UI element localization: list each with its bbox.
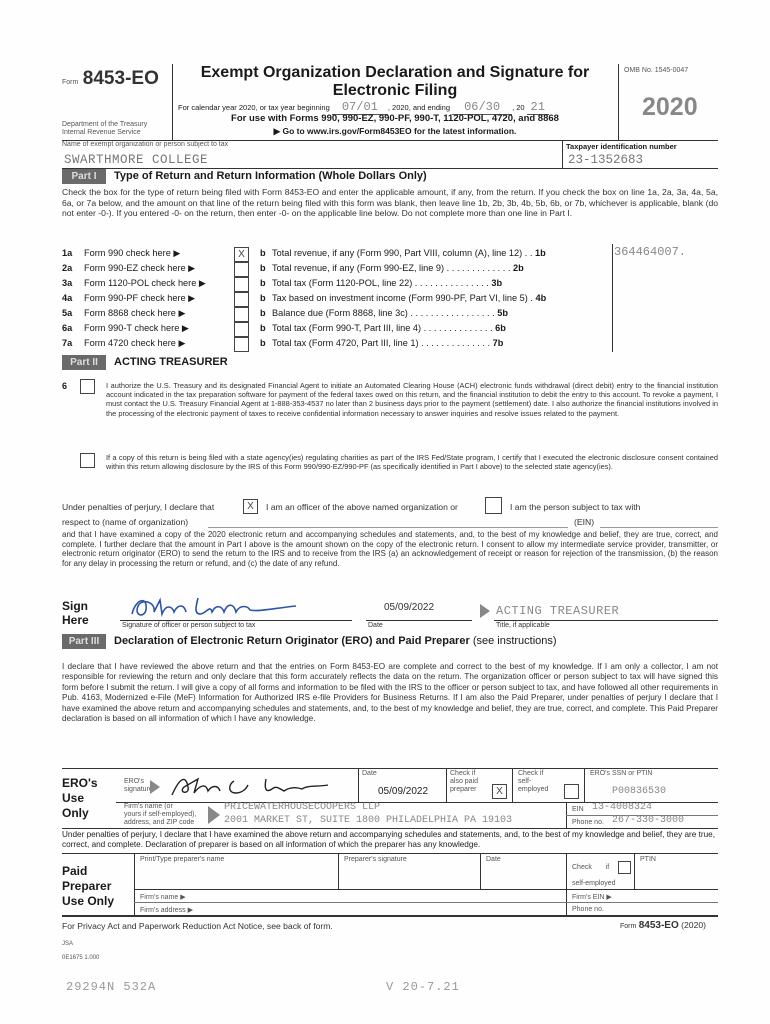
calendar-text-c: , 20: [512, 103, 525, 112]
state-consent-text: If a copy of this return is being filed with a state agency(ies) regulating charities as part of the IRS Fed/State program, I certify that I executed the electronic disclosure consent contained within this return allowing disclosure by the IRS of this Form 990/990-EZ/990-PF (as specifically identified in Part I above) to the selected state agency(ies).: [106, 453, 718, 472]
preparer-sig-label: Preparer's signature: [344, 856, 407, 863]
line-label: Form 990-PF check here ▶: [84, 293, 196, 303]
line-1b-value[interactable]: 364464007.: [614, 245, 687, 259]
ero-sig-label-2: signature: [124, 786, 153, 793]
line-bnum: 2b: [513, 263, 524, 273]
check-self-1: Check if: [518, 770, 544, 777]
dept-treasury: Department of the Treasury: [62, 121, 148, 128]
line-desc: Total tax (Form 4720, Part III, line 1) . . . . . . . . . . . . . .: [272, 338, 491, 348]
preparer-firm-ein-label: Firm's EIN ▶: [572, 894, 612, 901]
line-3b: [260, 278, 502, 288]
line-bnum: 4b: [535, 293, 547, 303]
line-2a-checkbox[interactable]: [234, 262, 249, 277]
line-5: [62, 308, 186, 319]
line-6a-checkbox[interactable]: [234, 322, 249, 337]
penalties-text-a: Under penalties of perjury, I declare that: [62, 502, 215, 512]
goto-link[interactable]: ▶ Go to www.irs.gov/Form8453EO for the latest information.: [273, 126, 517, 136]
line-6-num: 6: [62, 381, 68, 391]
line-b: b: [260, 293, 266, 303]
part2-title: ACTING TREASURER: [114, 356, 228, 368]
check-prep-2: also paid: [450, 778, 479, 785]
tax-year-end[interactable]: 06/30: [452, 100, 512, 115]
footer-form-number: 8453-EO: [638, 920, 679, 931]
dept-irs: Internal Revenue Service: [62, 129, 141, 136]
penalties-text-c: I am the person subject to tax with: [510, 502, 641, 512]
part1-title: Type of Return and Return Information (Whole Dollars Only): [114, 170, 427, 182]
line-num: 1a: [62, 248, 73, 258]
ero-arrow-icon: [150, 780, 160, 794]
org-name-input-line[interactable]: [208, 527, 568, 528]
line-5b: [260, 308, 508, 318]
tin-label: Taxpayer identification number: [566, 142, 677, 151]
state-consent-checkbox[interactable]: [80, 453, 95, 468]
line-6b: [260, 323, 506, 333]
signature-scribble-icon: [126, 592, 306, 622]
part2-tag: Part II: [62, 355, 106, 370]
tax-year-badge: 2020: [642, 93, 698, 121]
footer-stamp-right: V 20-7.21: [386, 980, 460, 994]
privacy-notice: For Privacy Act and Paperwork Reduction Act Notice, see back of form.: [62, 921, 333, 931]
ero-ein-label: EIN: [572, 806, 584, 813]
ero-sig-label: [124, 778, 153, 794]
line-4a-checkbox[interactable]: [234, 292, 249, 307]
part3-title-text: Declaration of Electronic Return Originator (ERO) and Paid Preparer: [114, 635, 470, 647]
sign-here-label: [62, 599, 89, 627]
line-num: 2a: [62, 263, 73, 273]
ein-input-line[interactable]: [600, 527, 718, 528]
line-7a-checkbox[interactable]: [234, 337, 249, 352]
check-self-3: employed: [518, 786, 549, 793]
ero-firm-address[interactable]: 2001 MARKET ST, SUITE 1800 PHILADELPHIA PA 19103: [224, 815, 513, 826]
preparer-penalties-text: Under penalties of perjury, I declare that I have examined the above return and accompanying schedules and statements, and, to the best of my knowledge and belief, they are true, correct, and complete. Declaration of preparer is based on all information of which the preparer has any knowledge.: [62, 830, 715, 849]
preparer-firm-address-label: Firm's address ▶: [140, 907, 194, 914]
part1-header: [62, 169, 718, 184]
use-for-forms: For use with Forms 990, 990-EZ, 990-PF, 990-T, 1120-POL, 4720, and 8868: [231, 113, 559, 124]
ero-date[interactable]: 05/09/2022: [378, 786, 429, 797]
ach-authorize-checkbox[interactable]: [80, 379, 95, 394]
preparer-side-3: Use Only: [62, 894, 115, 908]
line-b: b: [260, 248, 266, 258]
ero-signature[interactable]: [168, 771, 338, 806]
line-label: Form 4720 check here ▶: [84, 338, 186, 348]
form-number: 8453-EO: [82, 68, 159, 89]
officer-checkbox[interactable]: X: [243, 499, 258, 514]
line-7b: [260, 338, 503, 348]
check-self-2: self-: [518, 778, 532, 785]
line-label: Form 990-T check here ▶: [84, 323, 189, 333]
line-2: [62, 263, 195, 274]
form-title: [172, 64, 618, 100]
person-subject-checkbox[interactable]: [485, 497, 502, 514]
ero-ssn-label: ERO's SSN or PTIN: [590, 770, 653, 777]
line-6: [62, 323, 189, 334]
preparer-name-label: Print/Type preparer's name: [140, 856, 225, 863]
part3-tag: Part III: [62, 634, 106, 649]
line-desc: Total revenue, if any (Form 990, Part VIII, column (A), line 12) . .: [272, 248, 533, 258]
org-name[interactable]: SWARTHMORE COLLEGE: [64, 153, 209, 167]
line-num: 6a: [62, 323, 73, 333]
preparer-date-label: Date: [486, 856, 501, 863]
footer-form-year: (2020): [681, 920, 706, 930]
line-b: b: [260, 338, 266, 348]
self-employed-label: [518, 770, 548, 794]
respect-to-label: respect to (name of organization): [62, 517, 189, 527]
officer-sign-date[interactable]: 05/09/2022: [384, 602, 435, 613]
ach-authorization-text: I authorize the U.S. Treasury and its designated Financial Agent to initiate an Automated Clearing House (ACH) electronic funds withdrawal (direct debit) entry to the financial institution account indicated in the tax preparation software for payment of the federal taxes owed on this return, and the financial institution to debit the entry to this account. To revoke a payment, I must contact the U.S. Treasury Financial Agent at 1-888-353-4537 no later than 2 business days prior to the payment (settlement) date. I also authorize the financial institutions involved in the processing of the electronic payment of taxes to receive confidential information necessary to answer inquiries and resolve issues related to the payment.: [106, 381, 718, 418]
ero-sig-label-1: ERO's: [124, 778, 145, 785]
form-label: [62, 68, 159, 90]
penalties-text-b: I am an officer of the above named organization or: [266, 502, 458, 512]
ero-side-2: Use: [62, 791, 85, 805]
line-bnum: 7b: [492, 338, 504, 348]
line-num: 3a: [62, 278, 73, 288]
title-line2: Electronic Filing: [332, 82, 458, 99]
line-label: Form 990 check here ▶: [84, 248, 181, 258]
line-4b: [260, 293, 546, 303]
line-b: b: [260, 263, 266, 273]
ein-label: (EIN): [574, 517, 595, 527]
ero-consent-text: and that I have examined a copy of the 2020 electronic return and accompanying schedules and statements, and, to the best of my knowledge and belief, they are true, correct, and complete. I further declare that the amount in Part I above is the amount shown on the copy of the electronic return. I consent to allow my intermediate service provider, transmitter, or electronic return originator (ERO) to send the return to the IRS and to receive from the IRS (a) an acknowledgement of receipt or reason for rejection of the transmission, (b) the reason for any delay in processing the return or refund, and (c) the date of any refund.: [62, 530, 718, 568]
line-desc: Balance due (Form 8868, line 3c) . . . . . . . . . . . . . . . . .: [272, 308, 495, 318]
line-4: [62, 293, 195, 304]
footer-code-jsa: JSA: [62, 941, 74, 947]
preparer-side-2: Preparer: [62, 879, 112, 893]
also-paid-preparer-label: [450, 770, 478, 794]
form-word: Form: [62, 79, 79, 86]
ero-signature-scribble-icon: [168, 771, 338, 801]
calendar-text-a: For calendar year 2020, or tax year beginning: [178, 103, 330, 112]
line-3a-checkbox[interactable]: [234, 277, 249, 292]
ero-phone[interactable]: 267-330-3000: [612, 815, 685, 826]
ero-firm-name[interactable]: PRICEWATERHOUSECOOPERS LLP: [224, 802, 381, 813]
part3-header: [62, 634, 718, 649]
title-line1: Exempt Organization Declaration and Signature for: [200, 64, 590, 81]
ero-side-3: Only: [62, 806, 89, 820]
tax-year-begin[interactable]: 07/01: [332, 100, 388, 115]
ero-ein[interactable]: 13-4008324: [592, 802, 653, 813]
line-desc: Total tax (Form 1120-POL, line 22) . . . . . . . . . . . . . . .: [272, 278, 489, 288]
check-word: Check: [572, 864, 592, 871]
check-prep-3: preparer: [450, 786, 477, 793]
officer-signature-label: Signature of officer or person subject to tax: [122, 622, 256, 629]
ero-firm-label: [124, 803, 196, 827]
line-bnum: 5b: [497, 308, 508, 318]
line-5a-checkbox[interactable]: [234, 307, 249, 322]
part1-instructions: Check the box for the type of return being filed with Form 8453-EO and enter the applicable amount, if any, from the return. If you check the box on line 1a, 2a, 3a, 4a, 5a, 6a, or 7a below, and the amount on that line of the return being filed with this form was blank, then leave line 1b, 2b, 3b, 4b, 5b, 6b, or 7b, whichever is applicable, blank (do not enter -0-). If you entered -0- on the return, then enter -0- on the applicable line below. Do not complete more than one line in Part I.: [62, 187, 718, 219]
line-num: 5a: [62, 308, 73, 318]
line-b: b: [260, 323, 266, 333]
line-7: [62, 338, 186, 349]
line-bnum: 6b: [495, 323, 506, 333]
line-num: 7a: [62, 338, 73, 348]
ero-date-label: Date: [362, 770, 377, 777]
line-3: [62, 278, 206, 289]
calendar-text-b: , 2020, and ending: [387, 103, 450, 112]
line-b: b: [260, 308, 266, 318]
footer-stamp-left: 29294N 532A: [66, 980, 157, 994]
ero-side-1: ERO's: [62, 776, 98, 790]
penalties-line: [62, 502, 214, 512]
ero-firm-label-3: address, and ZIP code: [124, 819, 195, 826]
line-desc: Tax based on investment income (Form 990-PF, Part VI, line 5) .: [272, 293, 533, 303]
officer-title[interactable]: ACTING TREASURER: [496, 604, 620, 618]
part2-header: [62, 355, 718, 370]
title-arrow-icon: [480, 604, 490, 618]
here-word: Here: [62, 613, 89, 627]
line-label: Form 8868 check here ▶: [84, 308, 186, 318]
officer-date-label: Date: [368, 622, 383, 629]
part1-tag: Part I: [62, 169, 106, 184]
line-bnum: 1b: [534, 248, 546, 258]
line-2b: [260, 263, 524, 273]
org-name-label: Name of exempt organization or person subject to tax: [62, 141, 229, 148]
line-desc: Total revenue, if any (Form 990-EZ, line 9) . . . . . . . . . . . . .: [272, 263, 511, 273]
ero-ssn[interactable]: P00836530: [612, 786, 667, 797]
line-desc: Total tax (Form 990-T, Part III, line 4) . . . . . . . . . . . . . .: [272, 323, 493, 333]
footer-form-label: [620, 920, 706, 931]
ero-firm-arrow-icon: [208, 806, 220, 824]
check-prep-1: Check if: [450, 770, 476, 777]
end-year[interactable]: 21: [527, 100, 549, 115]
line-label: Form 990-EZ check here ▶: [84, 263, 196, 273]
ero-firm-label-2: yours if self-employed),: [124, 811, 197, 818]
preparer-check-label: [572, 864, 609, 871]
ero-use-only-label: [62, 776, 98, 821]
officer-title-label: Title, if applicable: [496, 622, 550, 629]
tin-value[interactable]: 23-1352683: [568, 153, 644, 167]
preparer-self-employed-label: self-employed: [572, 880, 616, 887]
ero-phone-label: Phone no.: [572, 819, 604, 826]
check-if-word: if: [605, 864, 610, 871]
paid-preparer-label: [62, 864, 114, 909]
preparer-ptin-label: PTIN: [640, 856, 656, 863]
preparer-phone-label: Phone no.: [572, 906, 604, 913]
line-bnum: 3b: [491, 278, 503, 288]
ero-declaration-text: I declare that I have reviewed the above return and that the entries on Form 8453-EO are complete and correct to the best of my knowledge. If I am only a collector, I am not responsible for reviewing the return and only declare that this form accurately reflects the data on the return. The organization officer or person subject to tax will have signed this form before I submit the return. I will give a copy of all forms and information to be filed with the IRS to the officer or person subject to tax, and have followed all other requirements in Pub. 4163, Modernized e-File (MeF) Information for Authorized IRS e-file Providers for Business Returns. If I am also the Paid Preparer, under penalties of perjury I declare that I have examined the above return and accompanying schedules and statements, and, to the best of my knowledge and belief, they are true, correct, and complete. This Paid Preparer declaration is based on all information of which I have any knowledge.: [62, 662, 718, 724]
preparer-self-employed-checkbox[interactable]: [618, 861, 631, 874]
ero-firm-label-1: Firm's name (or: [124, 803, 173, 810]
sign-word: Sign: [62, 599, 88, 613]
footer-code-version: 0E1675 1.000: [62, 955, 100, 961]
part3-title: [114, 634, 557, 649]
line-label: Form 1120-POL check here ▶: [84, 278, 206, 288]
line-1a-checkbox[interactable]: X: [234, 247, 249, 262]
line-1: [62, 248, 180, 259]
line-1b: [260, 248, 546, 258]
part3-title-suffix: (see instructions): [472, 635, 557, 647]
omb-number: OMB No. 1545-0047: [624, 67, 689, 74]
also-paid-preparer-checkbox[interactable]: X: [492, 784, 507, 799]
footer-form-word: Form: [620, 923, 637, 930]
line-num: 4a: [62, 293, 73, 303]
self-employed-checkbox[interactable]: [564, 784, 579, 799]
preparer-firm-name-label: Firm's name ▶: [140, 894, 186, 901]
preparer-side-1: Paid: [62, 864, 88, 878]
line-b: b: [260, 278, 266, 288]
